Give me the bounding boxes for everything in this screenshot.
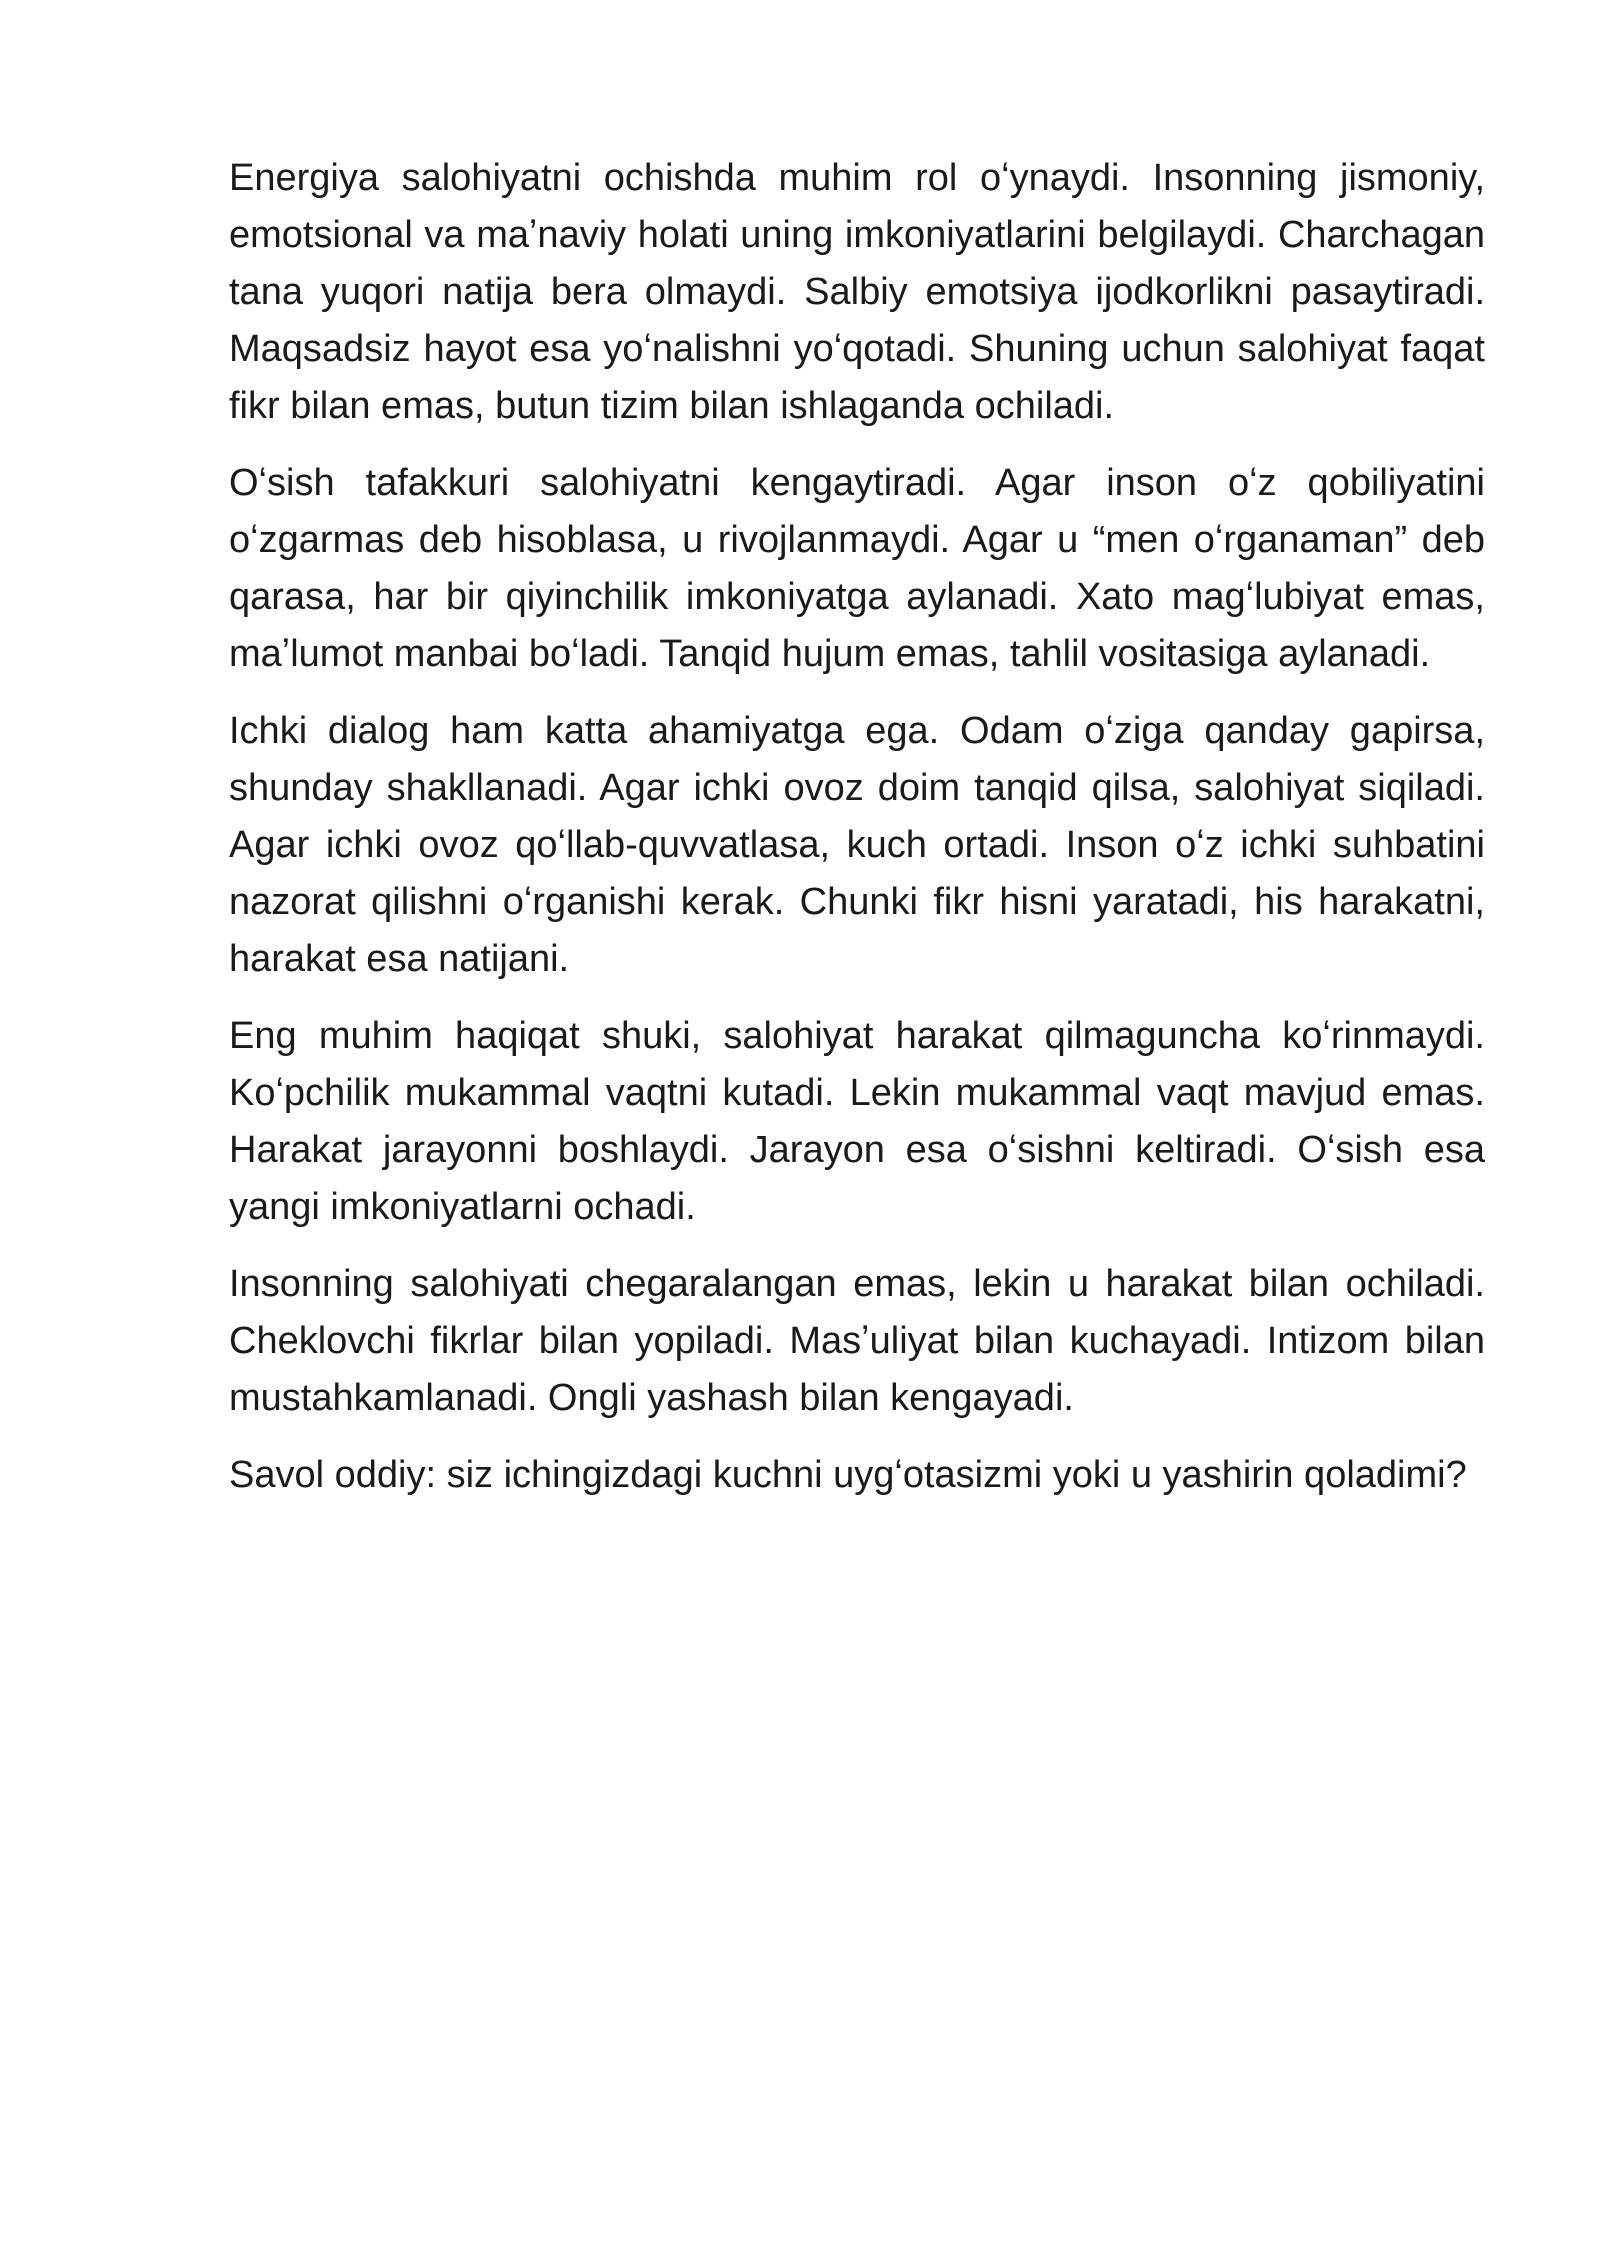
document-body: [229, 150, 1485, 1504]
paragraph-inner-dialogue: Ichki dialog ham katta ahamiyatga ega. Odam oʻziga qanday gapirsa, shunday shakllanadi. Agar ichki ovoz doim tanqid qilsa, salohiyat siqiladi. Agar ichki ovoz qoʻllab-quvvatlasa, kuch ortadi. Inson oʻz ichki suhbatini nazorat qilishni oʻrganishi kerak. Chunki fikr hisni yaratadi, his harakatni, harakat esa natijani.: [229, 710, 1485, 980]
paragraph-question: Savol oddiy: siz ichingizdagi kuchni uygʻotasizmi yoki u yashirin qoladimi?: [229, 1454, 1467, 1496]
paragraph-energy: Energiya salohiyatni ochishda muhim rol oʻynaydi. Insonning jismoniy, emotsional va maʼnaviy holati uning imkoniyatlarini belgilaydi. Charchagan tana yuqori natija bera olmaydi. Salbiy emotsiya ijodkorlikni pasaytiradi. Maqsadsiz hayot esa yoʻnalishni yoʻqotadi. Shuning uchun salohiyat faqat fikr bilan emas, butun tizim bilan ishlaganda ochiladi.: [229, 157, 1485, 427]
paragraph-action: Eng muhim haqiqat shuki, salohiyat harakat qilmaguncha koʻrinmaydi. Koʻpchilik mukammal vaqtni kutadi. Lekin mukammal vaqt mavjud emas. Harakat jarayonni boshlaydi. Jarayon esa oʻsishni keltiradi. Oʻsish esa yangi imkoniyatlarni ochadi.: [229, 1015, 1485, 1228]
paragraph-growth-mindset: Oʻsish tafakkuri salohiyatni kengaytiradi. Agar inson oʻz qobiliyatini oʻzgarmas deb hisoblasa, u rivojlanmaydi. Agar u “men oʻrganaman” deb qarasa, har bir qiyinchilik imkoniyatga aylanadi. Xato magʻlubiyat emas, maʼlumot manbai boʻladi. Tanqid hujum emas, tahlil vositasiga aylanadi.: [229, 462, 1485, 675]
paragraph-potential: Insonning salohiyati chegaralangan emas, lekin u harakat bilan ochiladi. Cheklovchi fikrlar bilan yopiladi. Masʼuliyat bilan kuchayadi. Intizom bilan mustahkamlanadi. Ongli yashash bilan kengayadi.: [229, 1263, 1485, 1419]
